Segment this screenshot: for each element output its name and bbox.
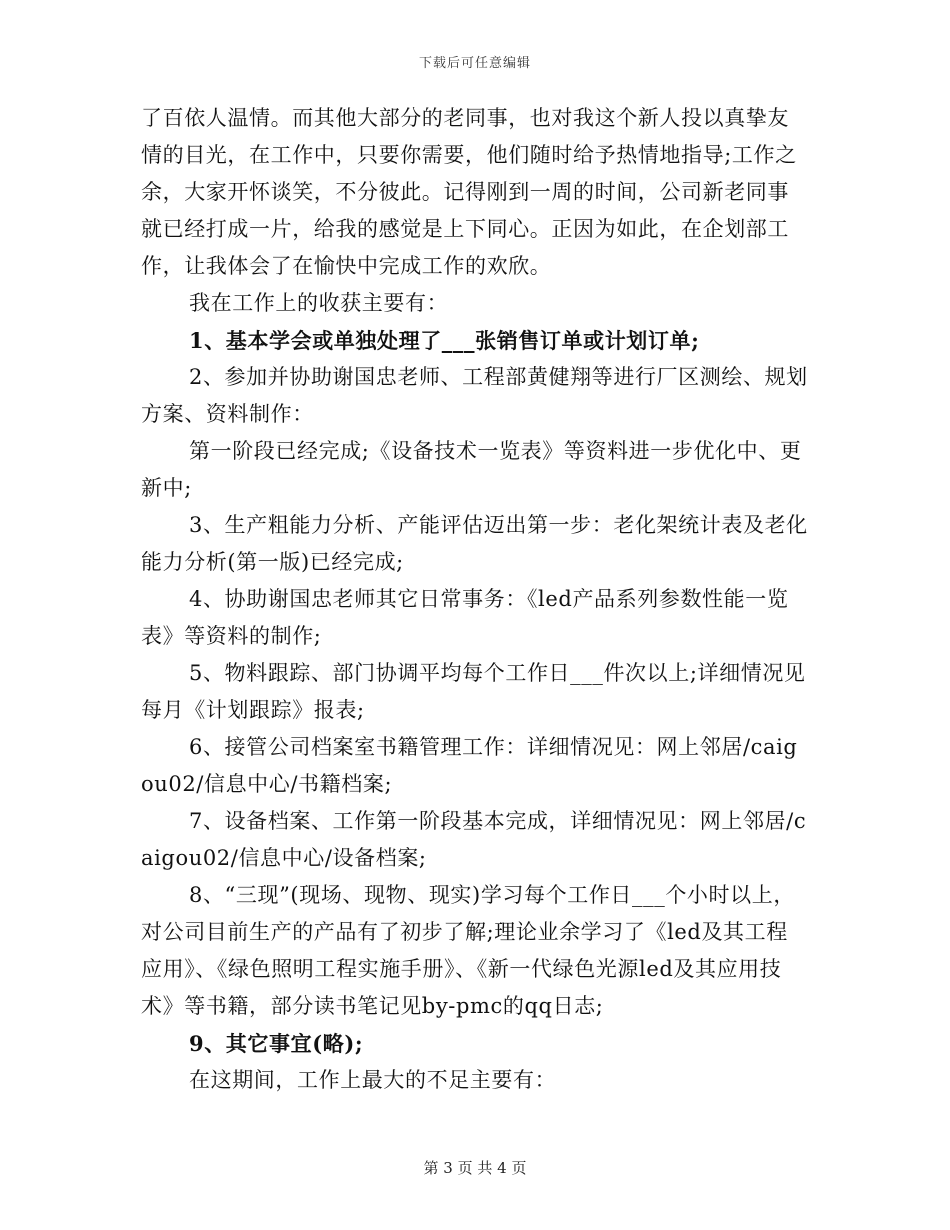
list-item-3: 3、生产粗能力分析、产能评估迈出第一步：老化架统计表及老化能力分析(第一版)已经完成; bbox=[141, 513, 808, 574]
document-body bbox=[141, 100, 809, 1099]
list-item-1: 1、基本学会或单独处理了___张销售订单或计划订单; bbox=[189, 328, 700, 353]
list-item-2-detail: 第一阶段已经完成;《设备技术一览表》等资料进一步优化中、更新中; bbox=[141, 439, 802, 500]
list-item-8: 8、“三现”(现场、现物、现实)学习每个工作日___个小时以上，对公司目前生产的产品有了初步了解;理论业余学习了《led及其工程应用》、《绿色照明工程实施手册》、《新一代绿色光源led及其应用技术》等书籍，部分读书笔记见by-pmc的qq日志; bbox=[141, 883, 795, 1018]
list-item-7: 7、设备档案、工作第一阶段基本完成，详细情况见：网上邻居/caigou02/信息中心/设备档案; bbox=[141, 809, 807, 870]
paragraph-shortcomings-intro: 在这期间，工作上最大的不足主要有： bbox=[189, 1068, 557, 1092]
page-number: 第 3 页 共 4 页 bbox=[423, 1159, 527, 1177]
page-header: 下载后可任意编辑 bbox=[418, 56, 531, 71]
list-item-2: 2、参加并协助谢国忠老师、工程部黄健翔等进行厂区测绘、规划方案、资料制作： bbox=[141, 365, 808, 426]
list-item-4: 4、协助谢国忠老师其它日常事务：《led产品系列参数性能一览表》等资料的制作; bbox=[141, 587, 789, 648]
list-item-5: 5、物料跟踪、部门协调平均每个工作日___件次以上;详细情况见每月《计划跟踪》报表; bbox=[141, 661, 806, 722]
paragraph-gains-intro: 我在工作上的收获主要有： bbox=[189, 291, 449, 315]
list-item-6: 6、接管公司档案室书籍管理工作：详细情况见：网上邻居/caigou02/信息中心/书籍档案; bbox=[141, 735, 798, 796]
list-item-9: 9、其它事宜(略); bbox=[189, 1031, 364, 1056]
paragraph-continuation: 了百依人温情。而其他大部分的老同事，也对我这个新人投以真挚友情的目光，在工作中，只要你需要，他们随时给予热情地指导;工作之余，大家开怀谈笑，不分彼此。记得刚到一周的时间，公司新老同事就已经打成一片，给我的感觉是上下同心。正因为如此，在企划部工作，让我体会了在愉快中完成工作的欢欣。 bbox=[141, 106, 797, 278]
